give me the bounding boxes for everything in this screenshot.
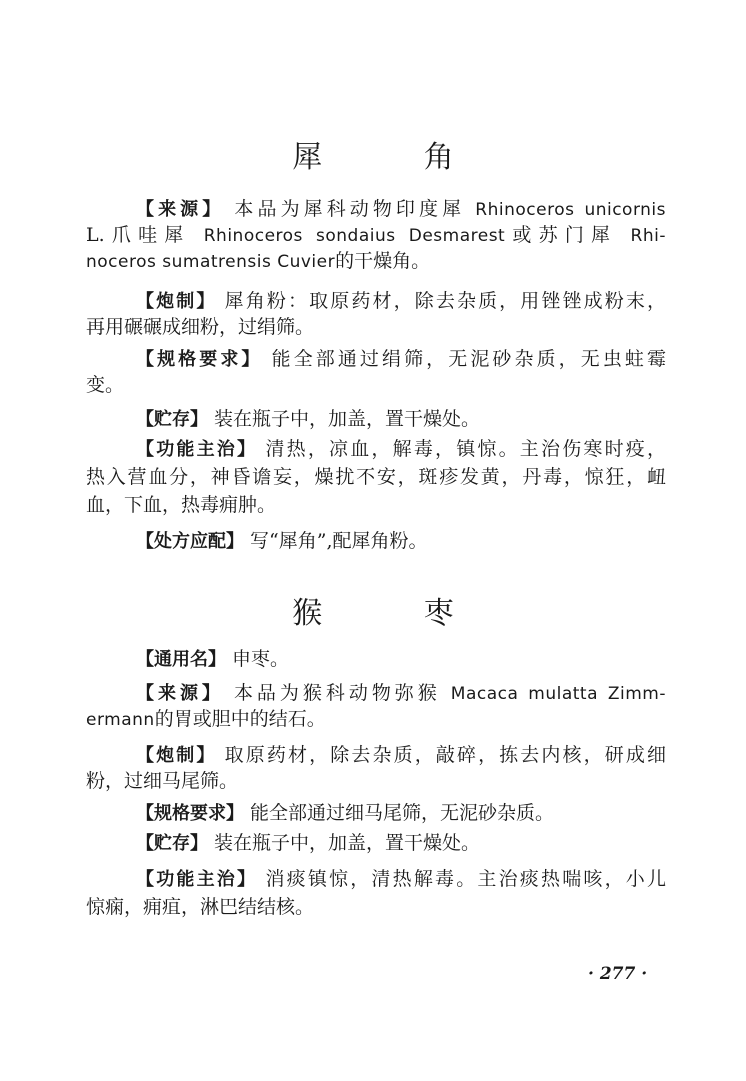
source-text-2a: L.爪哇犀	[86, 224, 191, 246]
prescription-line-1	[136, 528, 666, 555]
entry-title-xijiao: 犀 角	[292, 140, 500, 175]
spec2-line-1	[136, 800, 666, 827]
source-tag: 【来源】	[136, 199, 225, 220]
source2-latin-2a: ermann	[86, 710, 155, 730]
source-line-1	[136, 196, 666, 223]
storage-text-1: 装在瓶子中，加盖，置干燥处。	[214, 408, 481, 430]
source2-latin-1b: Macaca mulatta Zimm-	[450, 684, 667, 704]
common-name-tag: 【通用名】	[136, 649, 226, 670]
prescription-text-1: 写“犀角”,配犀角粉。	[250, 530, 428, 552]
storage2-text-1: 装在瓶子中，加盖，置干燥处。	[214, 832, 481, 854]
storage-line-1	[136, 406, 666, 433]
processing2-tag: 【炮制】	[136, 745, 217, 766]
function-line-2: 热入营血分，神昏谵妄，燥扰不安，斑疹发黄，丹毒，惊狂，衄	[86, 466, 666, 488]
spec-line-1	[136, 346, 666, 373]
spec-line-2: 变。	[86, 374, 125, 396]
function2-tag: 【功能主治】	[136, 869, 258, 890]
common-name-line	[136, 646, 666, 673]
processing2-text-1: 取原药材，除去杂质，敲碎，拣去内核，研成细	[224, 744, 667, 766]
storage2-line-1	[136, 830, 666, 857]
source2-line-1	[136, 680, 666, 707]
function-text-1: 清热，凉血，解毒，镇惊。主治伤寒时疫，	[265, 438, 666, 460]
function2-line-1	[136, 866, 666, 893]
page-number: · 277 ·	[588, 964, 648, 984]
processing-text-1: 犀角粉：取原药材，除去杂质，用锉锉成粉末，	[224, 290, 667, 312]
source2-text-2b: 的胃或胆中的结石。	[154, 708, 326, 730]
common-name-text: 申枣。	[232, 648, 290, 670]
source-text-1a: 本品为犀科动物印度犀	[234, 198, 466, 220]
function2-line-2: 惊痫，痈疽，淋巴结结核。	[86, 896, 315, 918]
source2-line-2	[86, 706, 666, 733]
storage-tag: 【贮存】	[136, 409, 208, 430]
source-latin-2b: Rhinoceros sondaius Desmarest	[203, 226, 506, 246]
function-tag: 【功能主治】	[136, 439, 258, 460]
spec2-tag: 【规格要求】	[136, 803, 244, 824]
processing-tag: 【炮制】	[136, 291, 217, 312]
processing2-line-1	[136, 742, 666, 769]
spec-tag: 【规格要求】	[136, 349, 263, 370]
function-line-1	[136, 436, 666, 463]
function-line-3: 血，下血，热毒痈肿。	[86, 494, 277, 516]
source2-text-1a: 本品为猴科动物弥猴	[233, 682, 441, 704]
source-line-3	[86, 248, 666, 275]
processing-line-2: 再用碾碾成细粉，过绢筛。	[86, 316, 315, 338]
source-latin-2d: Rhi-	[630, 226, 666, 246]
processing2-line-2: 粉，过细马尾筛。	[86, 770, 239, 792]
source-line-2	[86, 222, 666, 249]
source-latin-3a: noceros sumatrensis Cuvier	[86, 252, 336, 272]
prescription-tag: 【处方应配】	[136, 531, 244, 552]
source-text-3b: 的干燥角。	[335, 250, 431, 272]
source-latin-1b: Rhinoceros unicornis	[475, 200, 667, 220]
spec-text-1: 能全部通过绢筛，无泥砂杂质，无虫蛀霉	[271, 348, 666, 370]
storage2-tag: 【贮存】	[136, 833, 208, 854]
processing-line-1	[136, 288, 666, 315]
source-text-2c: 或苏门犀	[505, 224, 618, 246]
function2-text-1: 消痰镇惊，清热解毒。主治痰热喘咳，小儿	[265, 868, 666, 890]
spec2-text-1: 能全部通过细马尾筛，无泥砂杂质。	[250, 802, 555, 824]
entry-title-houzao: 猴 枣	[292, 596, 500, 631]
source2-tag: 【来源】	[136, 683, 224, 704]
